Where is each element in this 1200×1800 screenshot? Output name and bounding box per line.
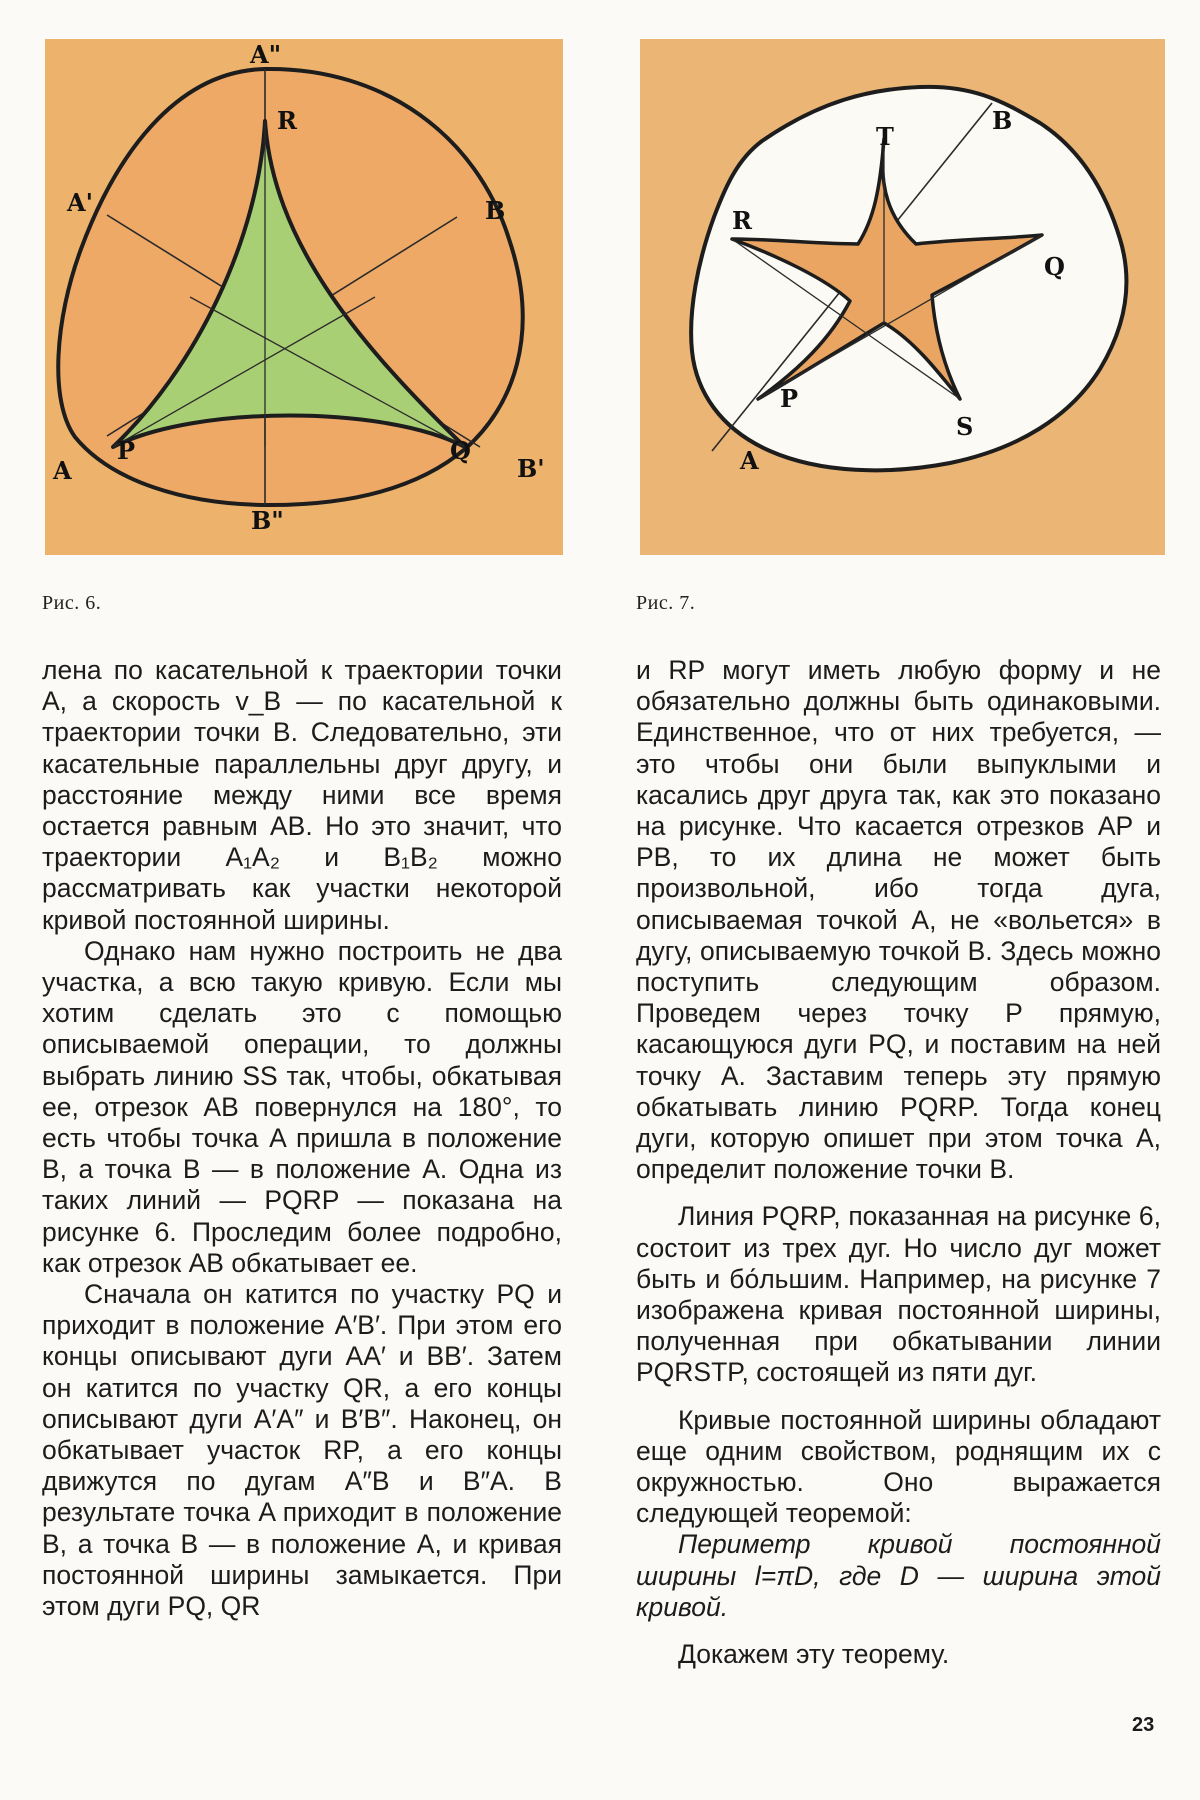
fig6-label-A2: A" (250, 40, 282, 69)
paragraph: Однако нам нужно построить не два участка, а всю такую кривую. Если мы хотим сделать это с помощью описываемой операции, то должны выбрать линию SS так, чтобы, обкатывая ее, отрезок AB повернулся на 180°, то есть чтобы точка A пришла в положение B, а точка B — в положение A. Одна из таких линий — PQRP — показана на рисунке 6. Проследим более подробно, как отрезок AB обкатывает ее. (42, 935, 562, 1278)
page-number: 23 (1132, 1714, 1155, 1736)
fig7-label-S: S (956, 412, 974, 441)
fig6-label-B2: B" (251, 506, 284, 535)
right-column (636, 655, 1161, 1670)
fig7-label-P: P (780, 384, 799, 413)
paragraph: лена по касательной к траектории точки A, а скорость v_B — по касательной к траектории точки B. Следовательно, эти касательные параллельны друг другу, и расстояние между ними все время остается равным AB. Но это значит, что траектории A₁A₂ и B₁B₂ можно рассматривать как участки некоторой кривой постоянной ширины. (42, 655, 562, 935)
fig7-label-B: B (992, 106, 1013, 135)
fig6-label-R: R (277, 106, 297, 135)
theorem: Периметр кривой постоянной ширины l=πD, где D — ширина этой кривой. (636, 1529, 1161, 1622)
fig6-label-P: P (117, 436, 136, 465)
paragraph: Сначала он катится по участку PQ и приходит в положение A′B′. При этом его концы описывают дуги AA′ и BB′. Затем он катится по участку QR, а его концы описывают дуги A′A″ и B′B″. Наконец, он обкатывает участок RP, а его концы движутся по дугам A″B и B″A. В результате точка A приходит в положение B, а точка B — в положение A, и кривая постоянной ширины замыкается. При этом дуги PQ, QR (42, 1279, 562, 1622)
fig6-label-B: B (485, 196, 506, 225)
paragraph: Линия PQRP, показанная на рисунке 6, состоит из трех дуг. Но число дуг может быть и бо́льшим. Например, на рисунке 7 изображена кривая постоянной ширины, полученная при обкатывании линии PQRSTP, состоящей из пяти дуг. (636, 1201, 1161, 1388)
paragraph: Докажем эту теорему. (678, 1639, 950, 1670)
fig7-label-R: R (732, 206, 752, 235)
figure-6-caption: Рис. 6. (42, 592, 102, 614)
fig7-label-T: T (876, 122, 894, 151)
fig6-label-A: A (53, 456, 72, 485)
paragraph: Кривые постоянной ширины обладают еще одним свойством, роднящим их с окружностью. Оно выражается следующей теоремой: (636, 1404, 1161, 1529)
fig6-label-Q: Q (450, 436, 471, 465)
left-column (42, 655, 562, 1622)
fig6-label-A1: A' (67, 188, 93, 217)
fig7-label-A: A (740, 446, 759, 475)
figure-6 (45, 39, 563, 555)
fig7-label-Q: Q (1044, 252, 1065, 281)
figure-7 (640, 39, 1165, 555)
fig6-label-B1: B' (517, 454, 545, 483)
paragraph: и RP могут иметь любую форму и не обязательно должны быть одинаковыми. Единственное, что от них требуется, — это чтобы они были выпуклыми и касались друг друга так, как это показано на рисунке. Что касается отрезков AP и PB, то их длина не может быть произвольной, ибо тогда дуга, описываемая точкой A, не «вольется» в дугу, описываемую точкой B. Здесь можно поступить следующим образом. Проведем через точку P прямую, касающуюся дуги PQ, и поставим на ней точку A. Заставим теперь эту прямую обкатывать линию PQRP. Тогда конец дуги, которую опишет при этом точка A, определит положение точки B. (636, 655, 1161, 1185)
figure-7-caption: Рис. 7. (636, 592, 696, 614)
